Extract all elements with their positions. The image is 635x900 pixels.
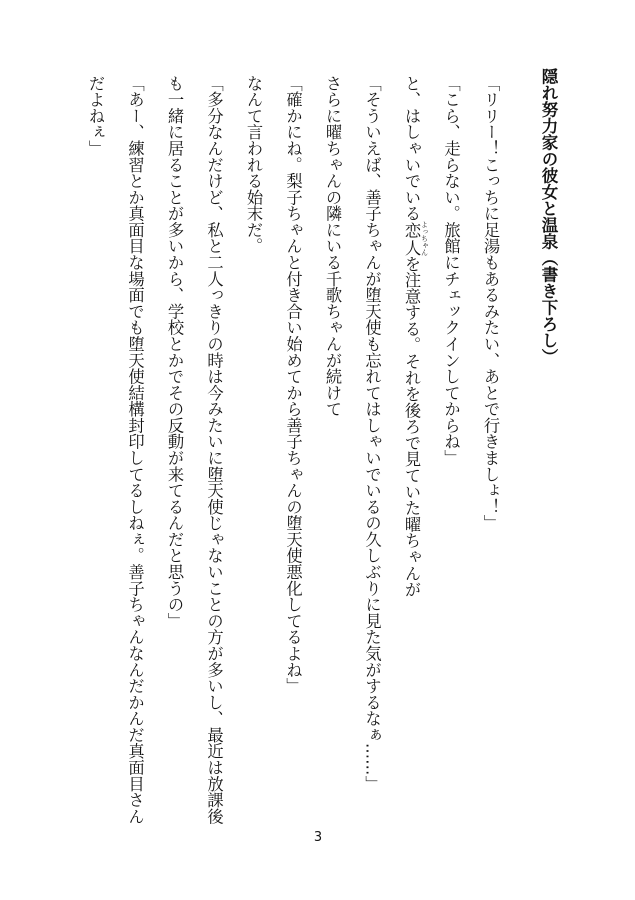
ruby-base: 恋人 bbox=[402, 221, 421, 257]
ruby-text: よっちゃん bbox=[420, 221, 429, 257]
text-column: さらに曜ちゃんの隣にいる千歌ちゃんが続けて bbox=[323, 75, 342, 418]
text-column: なんて言われる始末だ。 bbox=[244, 75, 263, 255]
page-number: 3 bbox=[313, 830, 323, 845]
body-text bbox=[76, 75, 511, 845]
text-column: 「リリー！こっちに足湯もあるみたい、あとで行きましょ！」 bbox=[481, 75, 500, 532]
text-segment: を注意する。それを後ろで見ていた曜ちゃんが bbox=[402, 255, 421, 598]
text-column: 「あー、練習とか真面目な場面でも堕天使結構封印してるしねぇ。善子ちゃんなんだかんだ真面目さん bbox=[125, 75, 145, 825]
chapter-title: 隠れ努力家の彼女と温泉（書き下ろし） bbox=[539, 68, 558, 365]
text-segment: と、はしゃいでいる bbox=[402, 75, 421, 222]
text-column: 「多分なんだけど、私と二人っきりの時は今みたいに堕天使じゃないことの方が多いし、最近は放課後 bbox=[204, 75, 224, 825]
text-column: 「そういえば、善子ちゃんが堕天使も忘れてはしゃいでいるの久しぶりに見た気がするなぁ……」 bbox=[362, 75, 382, 792]
text-column bbox=[392, 75, 432, 845]
text-column: 「確かにね。梨子ちゃんと付き合い始めてから善子ちゃんの堕天使悪化してるよね」 bbox=[283, 75, 303, 695]
text-column: も一緒に居ることが多いから、学校とかでその反動が来てるんだと思うの」 bbox=[165, 75, 184, 629]
text-column: だよねぇ」 bbox=[86, 75, 105, 157]
ruby-annotation bbox=[402, 221, 429, 257]
text-column: 「こら、走らない。旅館にチェックインしてからね」 bbox=[441, 75, 461, 466]
